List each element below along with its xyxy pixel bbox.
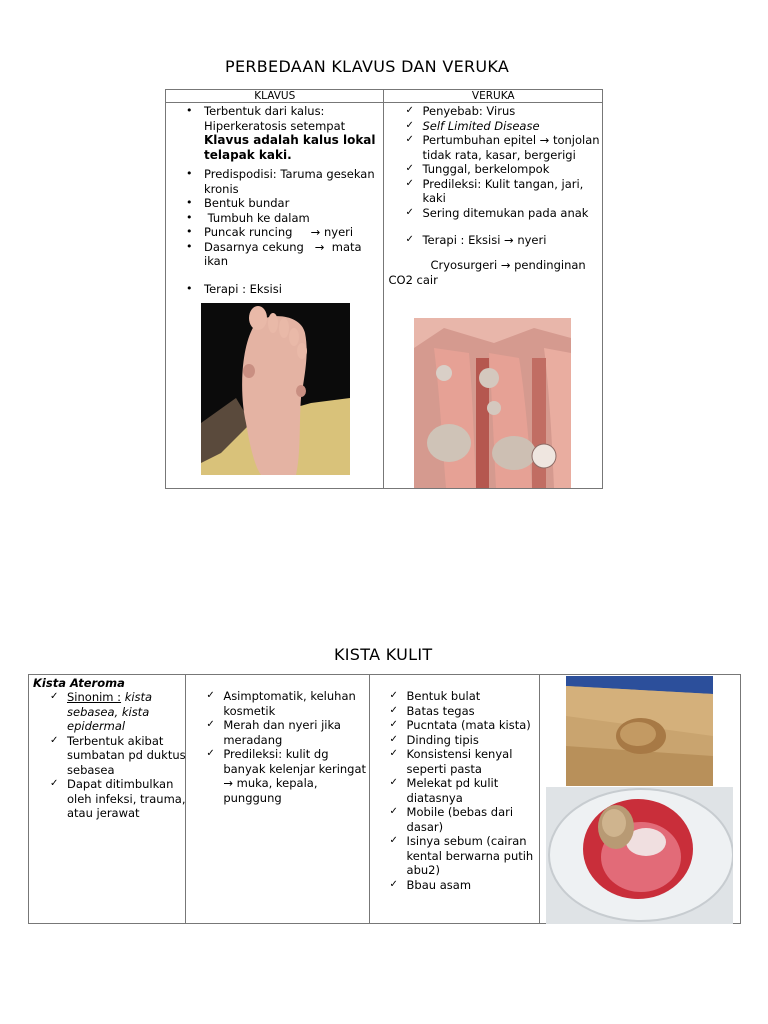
foot-image (201, 303, 350, 475)
list-item-text: atau jerawat (67, 806, 140, 820)
list-item-text: banyak kelenjar keringat (223, 761, 367, 776)
section-title-klavus-veruka: PERBEDAAN KLAVUS DAN VERUKA (225, 57, 510, 76)
veruka-co2-line: CO2 cair (388, 273, 438, 287)
cyst-dish-photo (546, 787, 733, 924)
list-item-text: → muka, kepala, (223, 776, 318, 790)
list-item (407, 747, 539, 776)
hand-image (414, 318, 571, 488)
list-item-text: tidak rata, kasar, bergerigi (422, 147, 576, 162)
list-item-text: ✓ Terapi : Eksisi → nyeri (422, 233, 547, 247)
veruka-header: VERUKA (384, 90, 603, 103)
list-item (422, 177, 602, 206)
list-item (204, 211, 384, 226)
list-item-text: ✓ Dapat ditimbulkan (67, 777, 174, 791)
kista-col-3 (369, 675, 539, 924)
kista-col2-list (223, 689, 368, 805)
kista-col-4 (539, 675, 740, 924)
list-item (223, 747, 368, 805)
list-item-text: epidermal (67, 719, 126, 733)
list-item (204, 104, 384, 162)
list-item-text: ✓ Predileksi: kulit dg (223, 747, 329, 761)
sinonim-label: Sinonim : (67, 690, 122, 704)
list-item (67, 734, 185, 778)
cyst-dish-image (546, 787, 733, 924)
list-item (223, 689, 368, 718)
list-item (407, 733, 539, 748)
list-item (407, 878, 539, 893)
list-item (422, 119, 602, 134)
list-item-text (67, 690, 185, 705)
list-item (407, 834, 539, 878)
kista-kulit-table (28, 674, 741, 924)
kista-col-2 (186, 675, 369, 924)
list-item-text: ✓ Merah dan nyeri jika (223, 718, 341, 732)
kista-col3-list (407, 689, 539, 892)
list-item (67, 777, 185, 821)
klavus-cell (166, 103, 384, 489)
list-item-text: ✓ Mobile (bebas dari (406, 805, 514, 819)
hand-photo (414, 318, 571, 488)
list-item (204, 167, 384, 196)
list-item (204, 240, 384, 269)
list-item-text: ✓ Pucntata (mata kista) (406, 718, 531, 732)
list-item-text: • Predispodisi: Taruma gesekan (204, 167, 375, 181)
list-item (407, 805, 539, 834)
list-item-text: • Terapi : Eksisi (204, 281, 282, 296)
list-item (407, 689, 539, 704)
list-item-text: ✓ Batas tegas (406, 703, 475, 718)
cyst-arm-image (566, 676, 713, 786)
kista-col-1 (29, 675, 186, 924)
list-item-text: ✓ Dinding tipis (406, 732, 479, 747)
section-title-kista-kulit: KISTA KULIT (334, 645, 433, 664)
list-item-text: kronis (204, 181, 239, 196)
list-item (422, 162, 602, 177)
list-item-text: ✓ Melekat pd kulit (406, 776, 499, 790)
list-item-text: ✓ Predileksi: Kulit tangan, jari, (422, 176, 584, 191)
klavus-veruka-table (165, 89, 603, 489)
veruka-cryo-line: Cryosurgeri → pendinginan (430, 258, 586, 272)
list-item-bold-text: Klavus adalah kalus lokal (204, 133, 376, 147)
veruka-cell (384, 103, 603, 489)
list-item-text: ikan (204, 254, 228, 268)
list-item-text: kaki (422, 191, 446, 205)
list-item-text: ✓ Asimptomatik, keluhan (223, 689, 356, 703)
klavus-header: KLAVUS (166, 90, 384, 103)
list-item-text: ✓ Bbau asam (406, 877, 472, 892)
sinonim-text: kista (121, 690, 153, 704)
list-item-text: • Bentuk bundar (204, 196, 290, 210)
list-item-text: • Puncak runcing → nyeri (204, 225, 354, 239)
list-item (223, 718, 368, 747)
list-item (204, 225, 384, 240)
list-item (422, 206, 602, 221)
list-item-text: ✓ Pertumbuhan epitel → tonjolan (422, 133, 600, 147)
list-item (422, 104, 602, 119)
list-item-text: oleh infeksi, trauma, (67, 791, 186, 806)
list-item-text: sumbatan pd duktus (67, 748, 186, 762)
cyst-arm-photo (566, 676, 713, 786)
list-item-text: ✓ Isinya sebum (cairan (406, 834, 527, 848)
list-item-text: ✓ Penyebab: Virus (422, 104, 516, 118)
list-item-text: kosmetik (223, 703, 276, 718)
list-item-text: ✓ Bentuk bulat (406, 689, 481, 703)
list-item (407, 776, 539, 805)
list-item-text: Hiperkeratosis setempat (204, 118, 346, 133)
list-item-text: sebasea (67, 762, 115, 777)
list-item (407, 704, 539, 719)
list-item (422, 233, 602, 248)
list-item (204, 196, 384, 211)
list-item-text: kental berwarna putih (406, 848, 534, 863)
kista-heading: Kista Ateroma (33, 676, 125, 690)
list-item-text: • Tumbuh ke dalam (204, 210, 310, 225)
list-item (422, 133, 602, 162)
list-item-text: diatasnya (406, 790, 463, 805)
list-item (204, 282, 384, 297)
list-item-text: seperti pasta (406, 761, 482, 776)
list-item-text: • Dasarnya cekung → mata (204, 239, 362, 254)
list-item-bold-text: telapak kaki. (204, 147, 292, 162)
veruka-list (422, 104, 602, 248)
list-item (407, 718, 539, 733)
list-item-text: ✓ Self Limited Disease (422, 118, 540, 133)
list-item-text: punggung (223, 790, 282, 805)
list-item-text: ✓ Sering ditemukan pada anak (422, 205, 589, 220)
list-item-text: ✓ Tunggal, berkelompok (422, 162, 550, 176)
list-item-text: sebasea, kista (67, 704, 150, 719)
list-item (67, 690, 185, 734)
foot-photo (201, 303, 350, 475)
list-item-text: abu2) (406, 863, 440, 877)
klavus-list (204, 104, 384, 296)
list-item-text: ✓ Konsistensi kenyal (406, 747, 513, 761)
list-item-text: • Terbentuk dari kalus: (204, 104, 325, 118)
list-item-text: ✓ Terbentuk akibat (67, 733, 164, 748)
list-item-text: meradang (223, 732, 283, 747)
list-item-text: dasar) (406, 819, 444, 834)
kista-col1-list (67, 690, 185, 821)
